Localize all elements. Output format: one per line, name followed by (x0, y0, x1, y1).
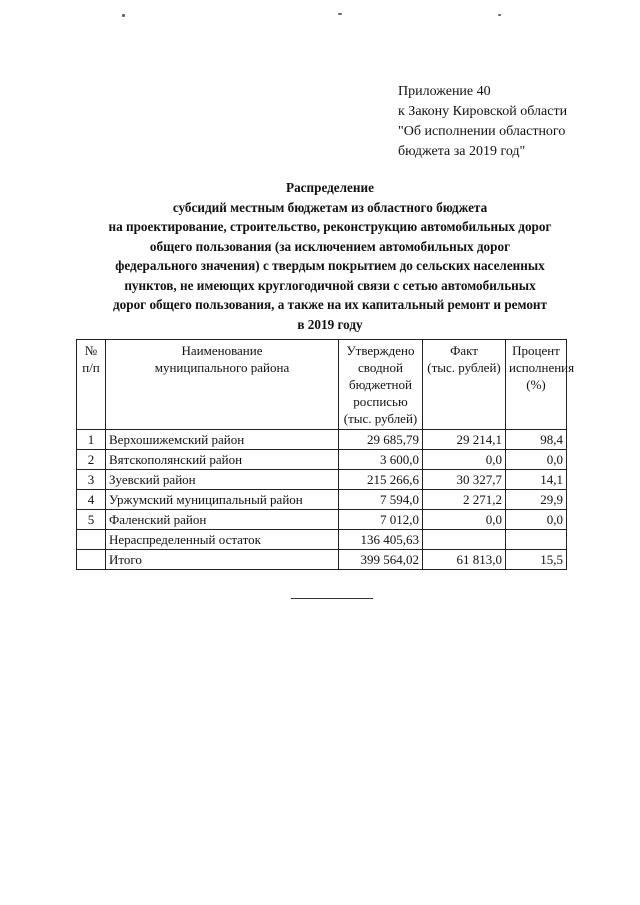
cell-fact: 29 214,1 (423, 430, 506, 450)
header-pct-line: Процент (512, 343, 560, 358)
title-line: федерального значения) с твердым покрытием до сельских населенных (115, 258, 545, 273)
cell-pct: 0,0 (506, 510, 567, 530)
title-line: пунктов, не имеющих круглогодичной связи с сетью автомобильных (124, 277, 536, 293)
table-row (77, 430, 567, 450)
header-num (77, 340, 106, 430)
cell-name: Итого (106, 550, 339, 570)
cell-fact (423, 530, 506, 550)
scan-speck (338, 13, 342, 15)
cell-name: Зуевский район (106, 470, 339, 490)
table-row (77, 510, 567, 530)
header-name-line: Наименование (181, 343, 263, 358)
cell-pct: 14,1 (506, 470, 567, 490)
cell-name: Вятскополянский район (106, 450, 339, 470)
title-line: субсидий местным бюджетам из областного бюджета (172, 199, 488, 215)
cell-fact: 61 813,0 (423, 550, 506, 570)
title-line: в 2019 году (297, 316, 363, 332)
cell-pct: 98,4 (506, 430, 567, 450)
cell-name: Нераспределенный остаток (106, 530, 339, 550)
cell-num: 3 (77, 470, 106, 490)
table-row (77, 490, 567, 510)
table-row (77, 450, 567, 470)
header-pct (506, 340, 575, 430)
title-line: на проектирование, строительство, реконструкцию автомобильных дорог (108, 219, 552, 234)
cell-num: 2 (77, 450, 106, 470)
appendix-line: Приложение 40 (398, 84, 491, 99)
header-plan-line: бюджетной (349, 377, 412, 392)
appendix-header (398, 82, 628, 162)
appendix-line: "Об исполнении областного (398, 124, 566, 139)
appendix-line: к Закону Кировской области (398, 104, 568, 119)
cell-pct: 15,5 (506, 550, 567, 570)
cell-name: Уржумский муниципальный район (106, 490, 339, 510)
cell-num (77, 530, 106, 550)
cell-name: Фаленский район (106, 510, 339, 530)
cell-pct: 29,9 (506, 490, 567, 510)
header-plan (339, 340, 423, 430)
title-line: Распределение (286, 180, 374, 195)
cell-name: Верхошижемский район (106, 430, 339, 450)
cell-plan: 3 600,0 (339, 450, 423, 470)
header-plan-line: (тыс. рублей) (343, 411, 418, 426)
cell-plan: 7 012,0 (339, 510, 423, 530)
cell-num (77, 550, 106, 570)
header-plan-line: сводной (358, 360, 403, 375)
cell-num: 1 (77, 430, 106, 450)
header-fact-line: (тыс. рублей) (427, 360, 501, 375)
cell-pct: 0,0 (506, 450, 567, 470)
cell-num: 5 (77, 510, 106, 530)
header-name (106, 340, 339, 430)
cell-plan: 136 405,63 (339, 530, 423, 550)
cell-pct (506, 530, 567, 550)
scan-speck (498, 14, 501, 16)
header-num-line: № (84, 343, 98, 358)
header-fact-line: Факт (450, 343, 478, 358)
cell-fact: 0,0 (423, 450, 506, 470)
cell-fact: 2 271,2 (423, 490, 506, 510)
distribution-table (76, 339, 575, 570)
cell-plan: 29 685,79 (339, 430, 423, 450)
scan-speck (122, 14, 125, 17)
title-line: общего пользования (за исключением автомобильных дорог (149, 238, 511, 254)
document-title (60, 178, 600, 334)
cell-num: 4 (77, 490, 106, 510)
title-line: дорог общего пользования, а также на их капитальный ремонт и ремонт (112, 297, 547, 312)
cell-fact: 30 327,7 (423, 470, 506, 490)
header-fact (423, 340, 506, 430)
end-rule (291, 598, 373, 599)
table-row-unallocated (77, 530, 567, 550)
appendix-line: бюджета за 2019 год" (398, 144, 526, 159)
header-num-line: п/п (82, 360, 100, 375)
header-pct-line: исполнения (509, 360, 575, 375)
header-plan-line: росписью (353, 394, 408, 409)
table-header-row (77, 340, 567, 430)
cell-plan: 7 594,0 (339, 490, 423, 510)
header-plan-line: Утверждено (346, 343, 415, 358)
cell-plan: 399 564,02 (339, 550, 423, 570)
cell-plan: 215 266,6 (339, 470, 423, 490)
cell-fact: 0,0 (423, 510, 506, 530)
header-pct-line: (%) (526, 377, 546, 392)
table-row-total (77, 550, 567, 570)
header-name-line: муниципального района (154, 360, 290, 375)
table-row (77, 470, 567, 490)
